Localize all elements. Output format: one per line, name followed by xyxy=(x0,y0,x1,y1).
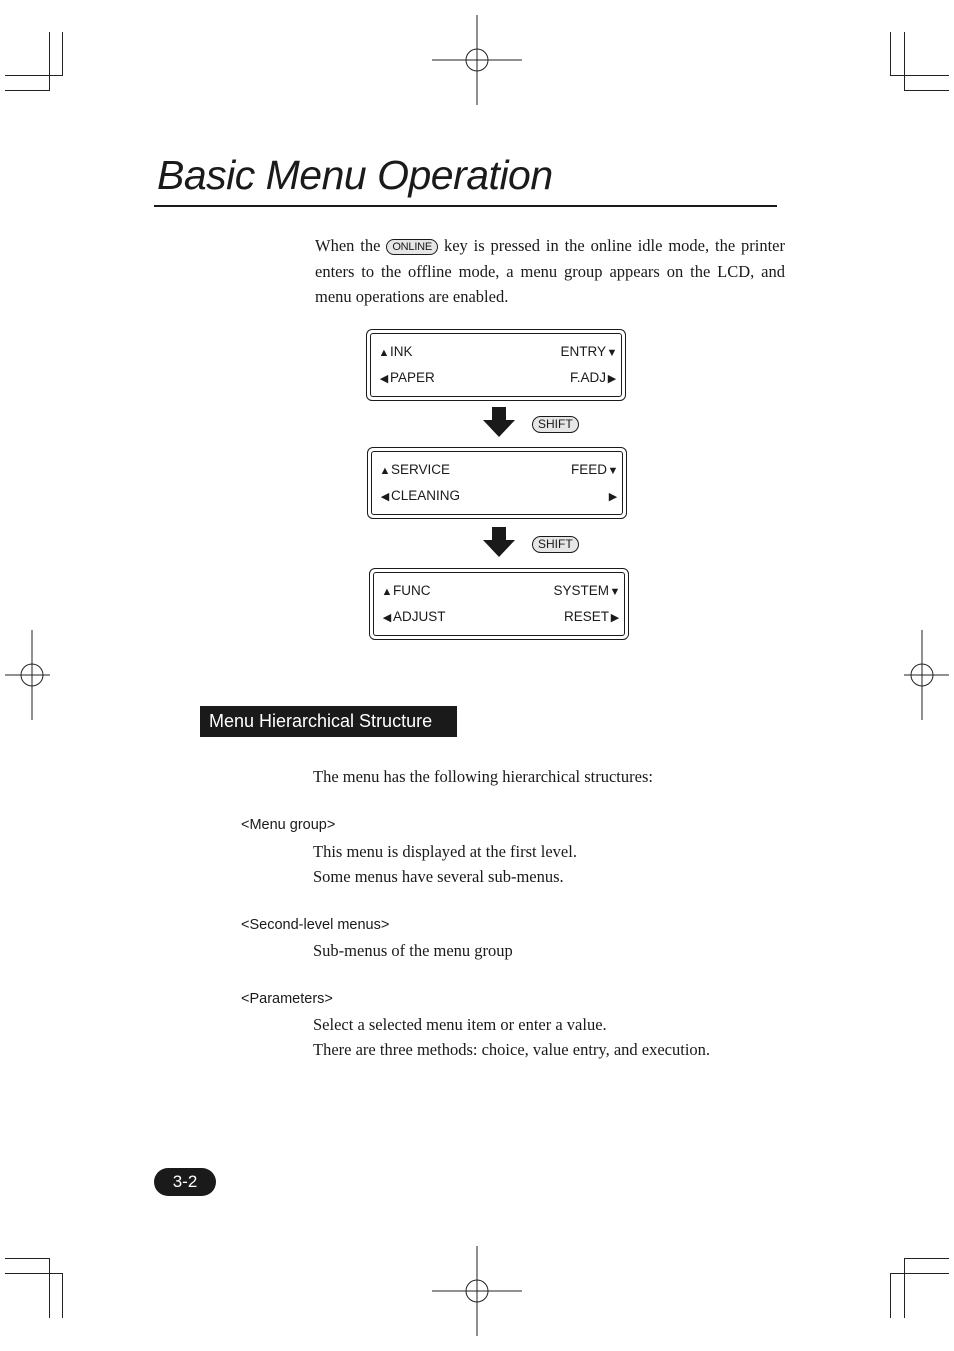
lcd-label: CLEANING xyxy=(391,488,461,503)
title-rule xyxy=(154,205,777,207)
lcd-row-1 xyxy=(378,343,618,361)
page-number: 3-2 xyxy=(154,1168,216,1196)
lcd-label: PAPER xyxy=(390,370,435,385)
lcd-row-2 xyxy=(381,608,621,626)
section-heading: Menu Hierarchical Structure xyxy=(200,706,457,737)
menu-group-line-1: This menu is displayed at the first level. xyxy=(313,842,577,861)
lcd-label: INK xyxy=(390,344,413,359)
parameters-line-2: There are three methods: choice, value entry, and execution. xyxy=(313,1040,711,1059)
lcd-label: ADJUST xyxy=(393,609,446,624)
intro-paragraph xyxy=(315,233,785,310)
menu-group-line-2: Some menus have several sub-menus. xyxy=(313,867,564,886)
right-triangle-icon: ▶ xyxy=(607,373,617,385)
up-triangle-icon: ▲ xyxy=(378,347,390,359)
online-key: ONLINE xyxy=(386,239,438,255)
second-level-heading: <Second-level menus> xyxy=(241,917,390,933)
lcd-label: F.ADJ xyxy=(569,370,606,385)
up-triangle-icon: ▲ xyxy=(379,465,391,477)
lcd-label: FEED xyxy=(570,462,607,477)
parameters-line-1: Select a selected menu item or enter a value. xyxy=(313,1015,607,1034)
second-level-line-1: Sub-menus of the menu group xyxy=(313,941,513,960)
lcd-label: RESET xyxy=(563,609,609,624)
right-triangle-icon: ▶ xyxy=(608,491,618,503)
lcd-screen-1 xyxy=(366,329,626,401)
parameters-heading: <Parameters> xyxy=(241,991,333,1007)
menu-group-heading: <Menu group> xyxy=(241,817,336,833)
lcd-row-2 xyxy=(378,369,618,387)
intro-text-post: key is pressed in the online idle mode, the printer xyxy=(443,236,786,255)
section-lead: The menu has the following hierarchical structures: xyxy=(313,767,653,786)
down-triangle-icon: ▼ xyxy=(606,347,618,359)
down-arrow-icon xyxy=(483,407,515,437)
lcd-row-1 xyxy=(381,582,621,600)
intro-text-pre: When the xyxy=(315,236,381,255)
lcd-label: ENTRY xyxy=(560,344,606,359)
shift-key: SHIFT xyxy=(532,536,579,553)
intro-line-2: enters to the offline mode, a menu group appears on the LCD, and xyxy=(315,261,785,281)
up-triangle-icon: ▲ xyxy=(381,586,393,598)
page-title: Basic Menu Operation xyxy=(157,152,553,198)
lcd-row-1 xyxy=(379,461,619,479)
down-arrow-icon xyxy=(483,527,515,557)
lcd-display xyxy=(370,333,622,397)
lcd-label: FUNC xyxy=(393,583,431,598)
lcd-screen-2 xyxy=(367,447,627,519)
intro-line-3: menu operations are enabled. xyxy=(315,287,509,306)
lcd-display xyxy=(373,572,625,636)
intro-line-1 xyxy=(315,233,785,259)
lcd-label: SERVICE xyxy=(391,462,451,477)
left-triangle-icon: ◀ xyxy=(382,612,392,624)
registration-mark-bottom xyxy=(432,1246,522,1336)
left-triangle-icon: ◀ xyxy=(380,491,390,503)
registration-mark-left xyxy=(0,630,77,720)
down-triangle-icon: ▼ xyxy=(609,586,621,598)
lcd-screen-3 xyxy=(369,568,629,640)
lcd-label: SYSTEM xyxy=(553,583,609,598)
shift-key: SHIFT xyxy=(532,416,579,433)
lcd-display xyxy=(371,451,623,515)
lcd-row-2 xyxy=(379,487,619,505)
registration-mark-top xyxy=(432,15,522,105)
left-triangle-icon: ◀ xyxy=(379,373,389,385)
right-triangle-icon: ▶ xyxy=(610,612,620,624)
registration-mark-right xyxy=(877,630,954,720)
down-triangle-icon: ▼ xyxy=(607,465,619,477)
